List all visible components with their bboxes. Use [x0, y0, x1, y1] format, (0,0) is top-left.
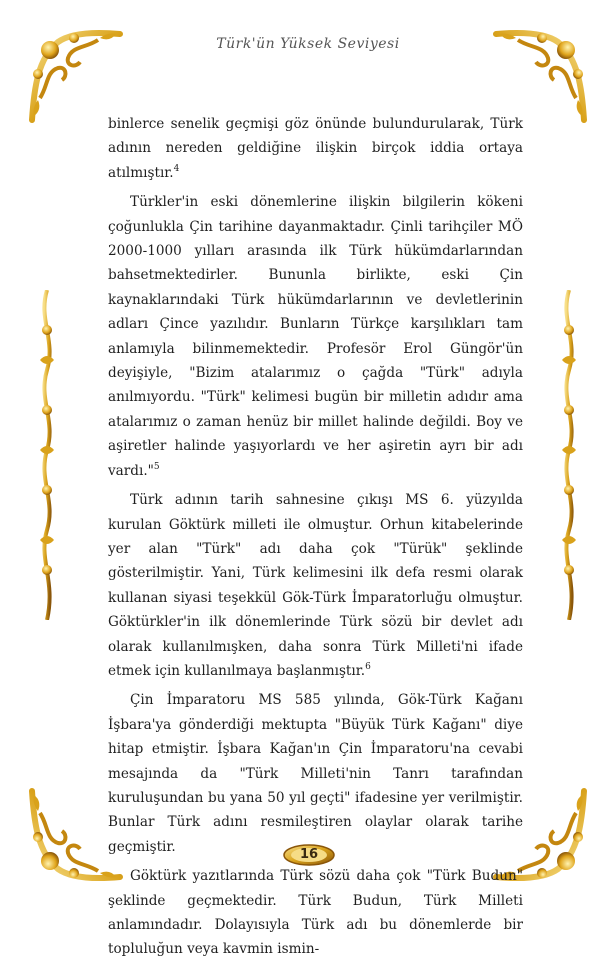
running-header: Türk'ün Yüksek Seviyesi — [216, 36, 400, 52]
footnote-marker[interactable]: 6 — [365, 661, 371, 672]
paragraph — [108, 112, 523, 185]
paragraph-text: Çin İmparatoru MS 585 yılında, Gök-Türk Kağanı İşbara'ya gönderdiği mektupta "Büyük Türk Kağanı" diye hitap etmiştir. İşbara Kağan'ın Çin İmparatoru'na cevabi mesajında da "Türk Milleti'nin Tanrı tarafından kuruluşundan bu yana 50 yıl geçti" ifadesine yer verilmiştir. Bunlar Türk adını resmileştiren olaylar olarak tarihe geçmiştir. — [108, 692, 523, 855]
side-vine-ornament-left — [34, 290, 60, 620]
footnote-marker[interactable]: 5 — [153, 461, 160, 472]
corner-ornament-top-right — [492, 28, 588, 124]
corner-ornament-top-left — [28, 28, 124, 124]
paragraph-text: Göktürk yazıtlarında Türk sözü daha çok "Türk Budun" şeklinde geçmektedir. Türk Budun, Türk Milleti anlamındadır. Dolayısıyla Türk adı bu dönemlerde bir topluluğun veya kavmin ismin- — [108, 868, 523, 958]
paragraph-text: Türk adının tarih sahnesine çıkışı MS 6. yüzyılda kurulan Göktürk milleti ile olmuştur. Orhun kitabelerinde yer alan "Türk" adı daha çok "Türük" şeklinde gösterilmiştir. Yani, Türk kelimesini ilk defa resmi olarak kullanan siyasi teşekkül Gök-Türk İmparatorluğu olmuştur. Göktürkler'in ilk dönemlerinde Türk sözü bir devlet adı olarak kullanılmışken, daha sonra Türk Milleti'ni ifade etmek için kullanılmaya başlanmıştır. — [108, 492, 523, 679]
footnote-marker[interactable]: 4 — [173, 163, 180, 174]
page-number: 16 — [299, 847, 319, 862]
page-body — [108, 112, 523, 967]
side-vine-ornament-right — [556, 290, 582, 620]
paragraph — [108, 190, 523, 483]
paragraph-text: binlerce senelik geçmişi göz önünde bulundurularak, Türk adının nereden geldiğine ilişkin birçok iddia ortaya atılmıştır. — [108, 116, 523, 181]
paragraph — [108, 864, 523, 962]
page-number-badge — [282, 843, 336, 867]
paragraph — [108, 688, 523, 859]
paragraph — [108, 488, 523, 683]
paragraph-text: Türkler'in eski dönemlerine ilişkin bilgilerin kökeni çoğunlukla Çin tarihine dayanmaktadır. Çinli tarihçiler MÖ 2000-1000 yılları arasında ilk Türk hükümdarlarından bahsetmektedirler. Bununla birlikte, eski Çin kaynaklarındaki Türk hükümdarlarının ve devletlerinin adları Çince yazılıdır. Bunların Türkçe karşılıkları tam anlamıyla bilinmemektedir. Profesör Erol Güngör'ün deyişiyle, "Bizim atalarımız o çağda "Türk" adıyla anılmıyordu. "Türk" kelimesi bugün bir milletin adıdır ama atalarımız o zaman henüz bir millet halinde değildi. Boy ve aşiretler halinde yaşıyorlardı ve her aşiretin ayrı bir adı vardı." — [108, 194, 523, 479]
